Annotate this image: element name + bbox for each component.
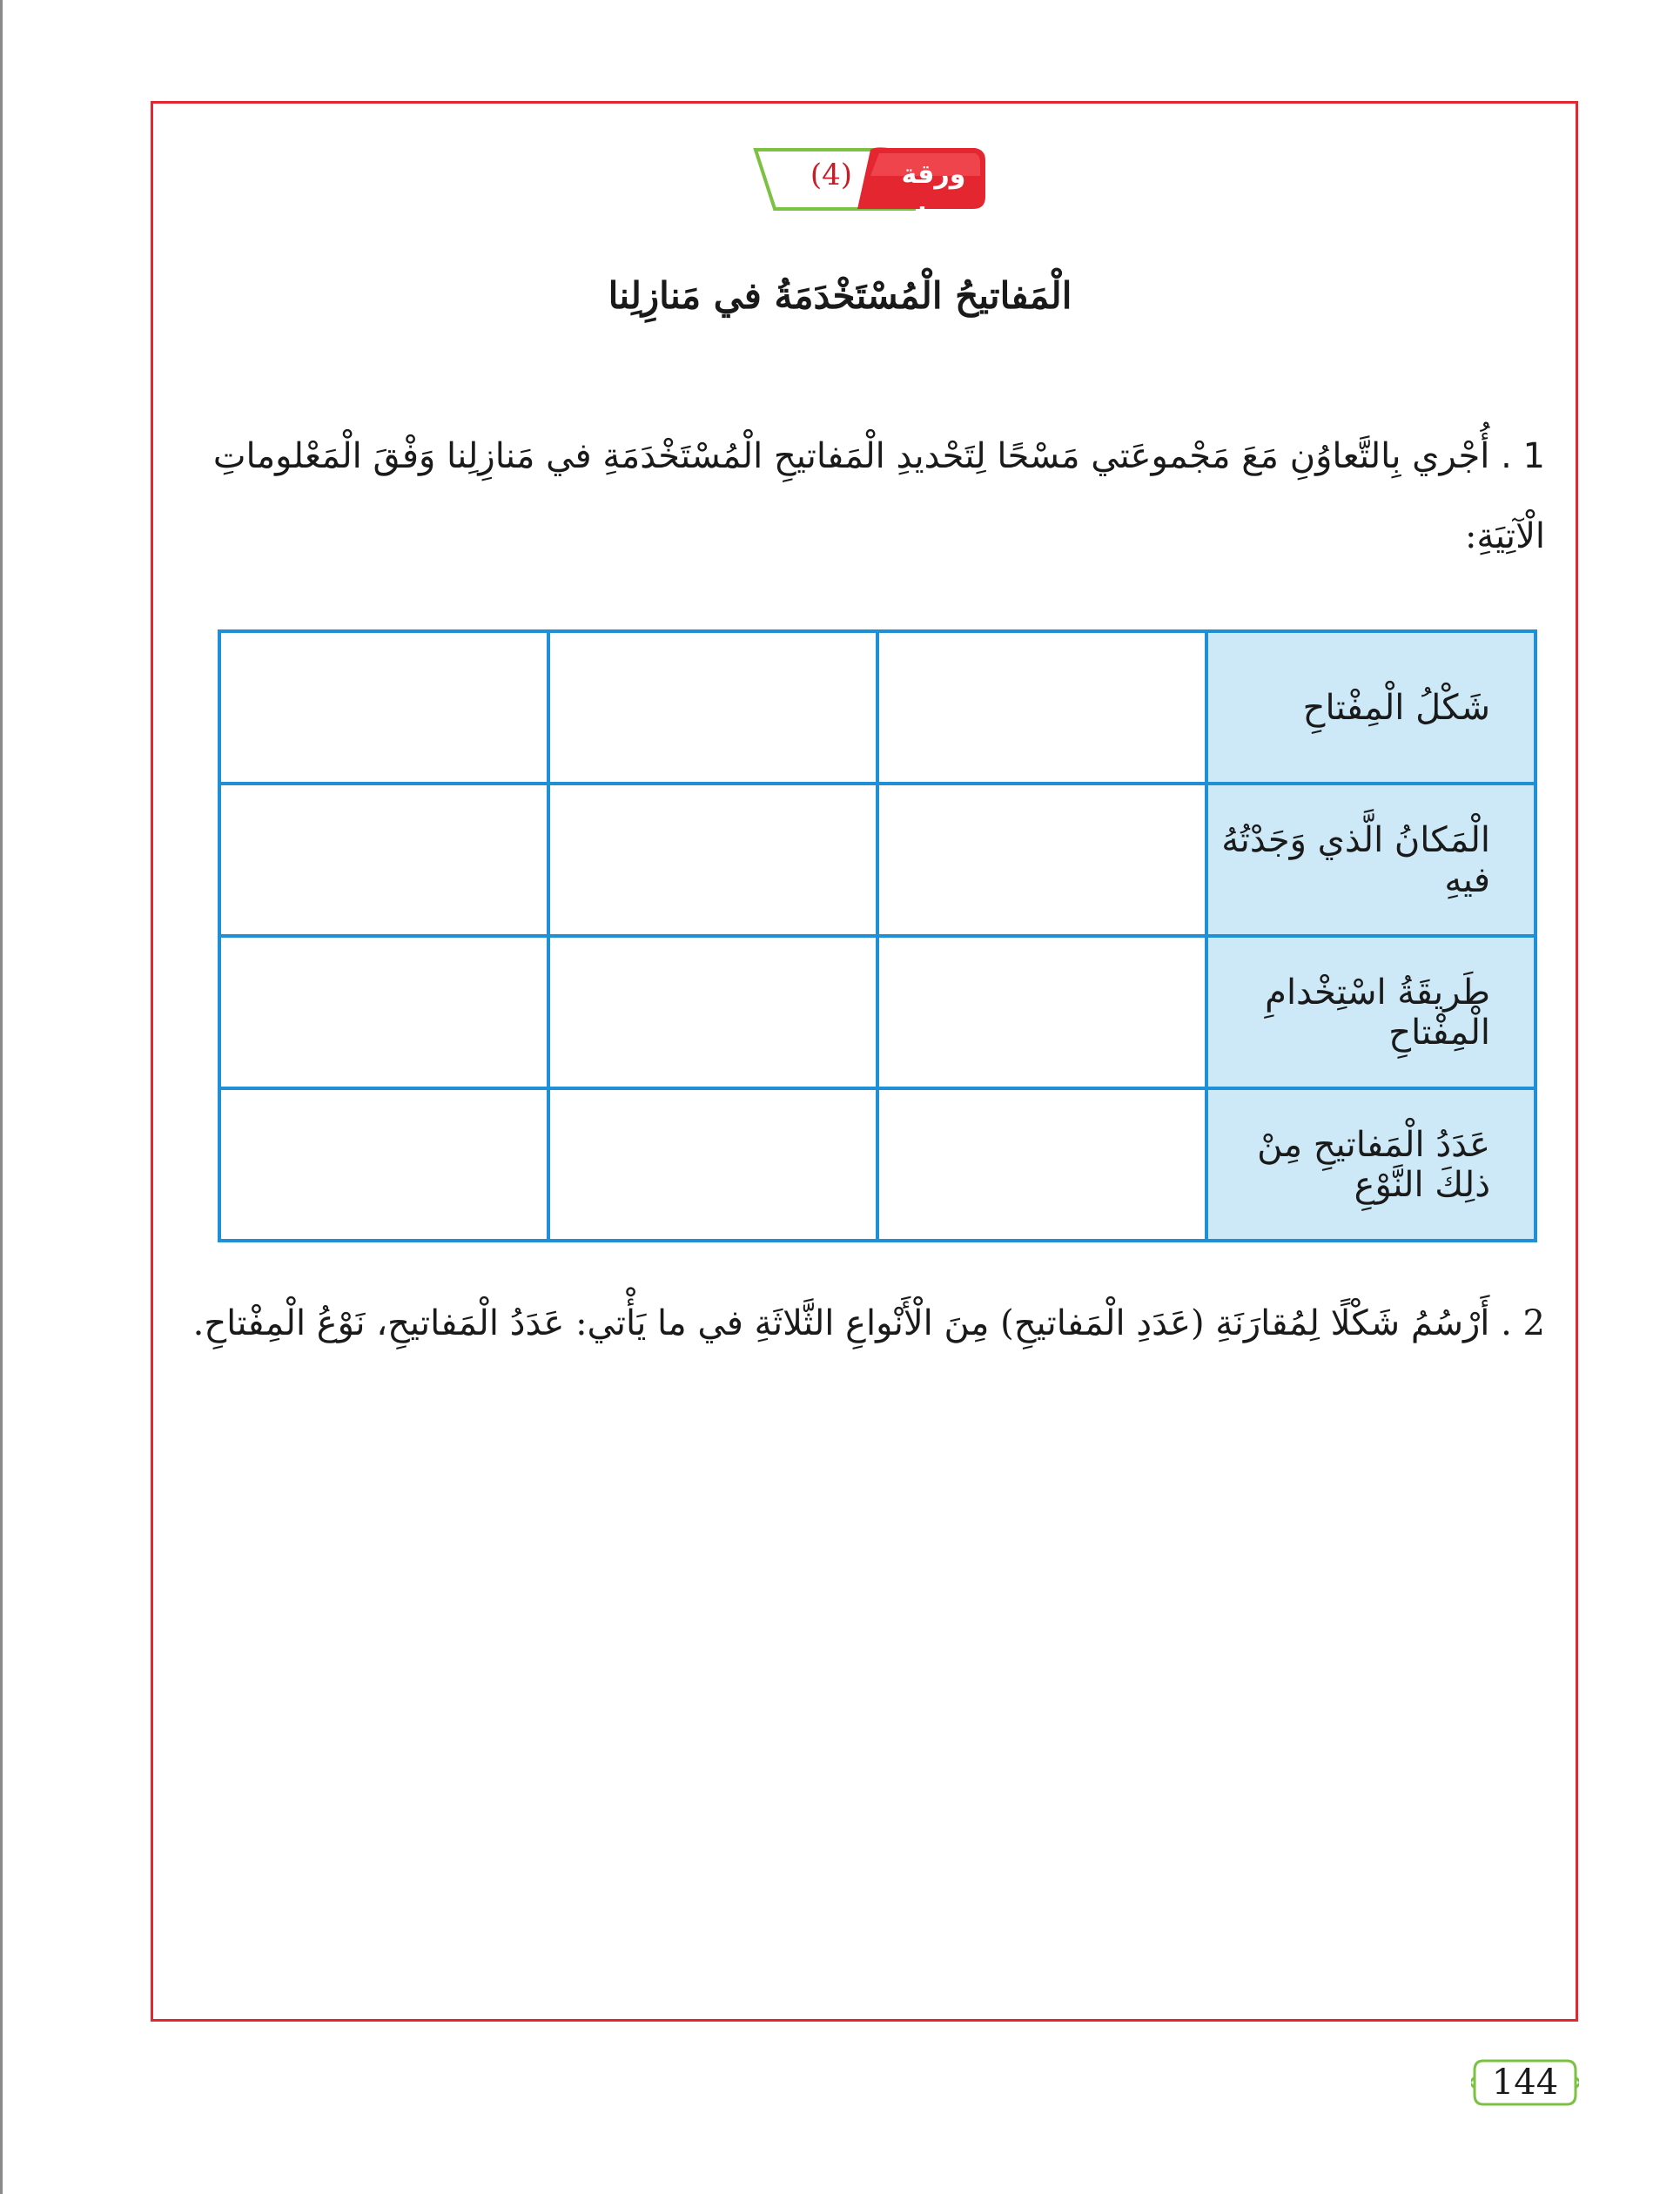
- empty-cell[interactable]: [219, 784, 548, 936]
- table-row: [219, 936, 1536, 1088]
- question-2: [187, 1289, 1545, 1358]
- empty-cell[interactable]: [548, 784, 877, 936]
- table-row: [219, 1088, 1536, 1241]
- worksheet-label: ورقة عمل: [901, 159, 966, 233]
- empty-cell[interactable]: [548, 936, 877, 1088]
- question-1-number: 1 .: [1501, 436, 1545, 476]
- empty-cell[interactable]: [548, 631, 877, 784]
- question-2-number: 2 .: [1501, 1303, 1545, 1343]
- empty-cell[interactable]: [877, 1088, 1206, 1241]
- table-row: [219, 631, 1536, 784]
- page-number-text: 144: [1491, 2063, 1559, 2103]
- question-1: [187, 416, 1545, 576]
- question-1-text: أُجْري بِالتَّعاوُنِ مَعَ مَجْموعَتي مَسْحًا لِتَحْديدِ الْمَفاتيحِ الْمُسْتَخْدَمَةِ في مَنازِلِنا وَفْقَ الْمَعْلوماتِ الْآتِيَةِ:: [212, 436, 1545, 556]
- worksheet-badge: [740, 146, 988, 233]
- survey-table: [218, 629, 1537, 1242]
- row-header: الْمَكانُ الَّذي وَجَدْتُهُ فيهِ: [1206, 784, 1536, 936]
- page-number: [1471, 2058, 1579, 2107]
- table-row: [219, 784, 1536, 936]
- page-title: الْمَفاتيحُ الْمُسْتَخْدَمَةُ في مَنازِلِنا: [608, 274, 1072, 317]
- row-header: شَكْلُ الْمِفْتاحِ: [1206, 631, 1536, 784]
- empty-cell[interactable]: [219, 631, 548, 784]
- empty-cell[interactable]: [877, 784, 1206, 936]
- row-header: طَريقَةُ اسْتِخْدامِ الْمِفْتاحِ: [1206, 936, 1536, 1088]
- page-edge: [0, 0, 3, 2194]
- empty-cell[interactable]: [877, 631, 1206, 784]
- empty-cell[interactable]: [877, 936, 1206, 1088]
- empty-cell[interactable]: [219, 936, 548, 1088]
- question-2-text: أَرْسُمُ شَكْلًا لِمُقارَنَةِ (عَدَدِ الْمَفاتيحِ) مِنَ الْأَنْواعِ الثَّلاثَةِ في ما يَأْتي: عَدَدُ الْمَفاتيحِ، نَوْعُ الْمِفْتاحِ.: [192, 1303, 1490, 1343]
- row-header: عَدَدُ الْمَفاتيحِ مِنْ ذلِكَ النَّوْعِ: [1206, 1088, 1536, 1241]
- worksheet-number: (4): [810, 158, 853, 192]
- empty-cell[interactable]: [219, 1088, 548, 1241]
- empty-cell[interactable]: [548, 1088, 877, 1241]
